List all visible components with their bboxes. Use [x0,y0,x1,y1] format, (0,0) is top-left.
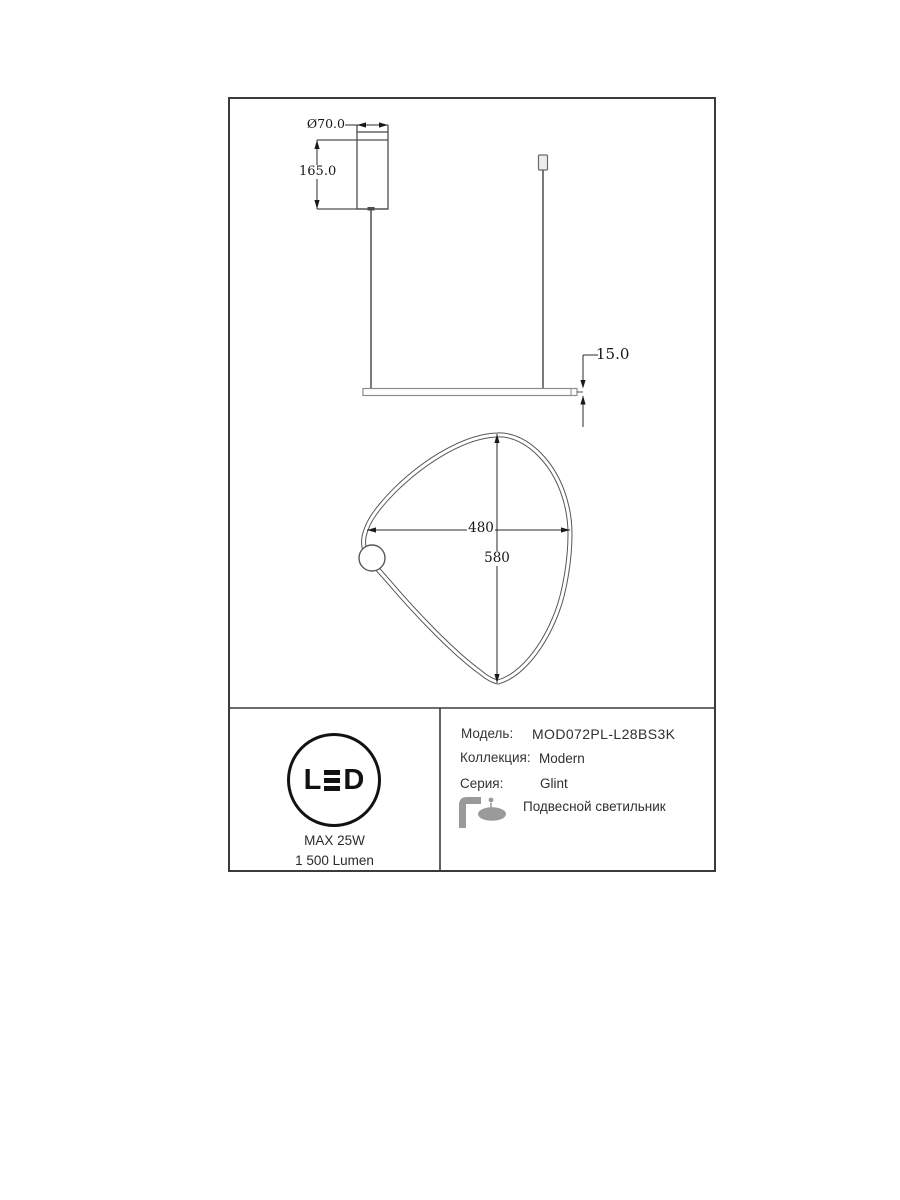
luminous-flux-text: 1 500 Lumen [295,853,374,868]
led-ring [364,435,570,682]
dimension-canopy-height: 165.0 [299,164,337,179]
dimension-ring-width: 480 [468,520,494,536]
collection-label: Коллекция: [460,750,531,765]
model-value: MOD072PL-L28BS3K [532,726,676,742]
dimension-ring-height: 580 [484,550,510,566]
led-letter-e-bars-icon [324,770,340,791]
lamp-bracket-shape [459,797,481,828]
series-value: Glint [540,776,568,791]
dimension-bar-thickness-line [580,355,598,427]
ball-joint [359,545,385,571]
ceiling-bar [363,389,583,396]
dimension-canopy-diameter-line [345,122,388,127]
drawing-frame [228,97,716,873]
cord-grip [539,155,548,170]
dimension-canopy-diameter: Ø70.0 [306,116,345,131]
model-label: Модель: [461,726,514,741]
lamp-shade-shape [478,807,506,821]
pendant-lamp-icon [457,785,513,831]
led-logo-letters [303,763,365,796]
fixture-type-value: Подвесной светильник [523,799,666,814]
max-power-text: MAX 25W [304,833,365,848]
led-letter-l: L [303,763,322,796]
lamp-cord-dot [489,798,494,803]
dimension-bar-thickness: 15.0 [596,345,630,363]
collection-value: Modern [539,751,585,766]
led-logo [287,733,381,827]
series-label: Серия: [460,776,504,791]
led-letter-d: D [343,763,365,796]
